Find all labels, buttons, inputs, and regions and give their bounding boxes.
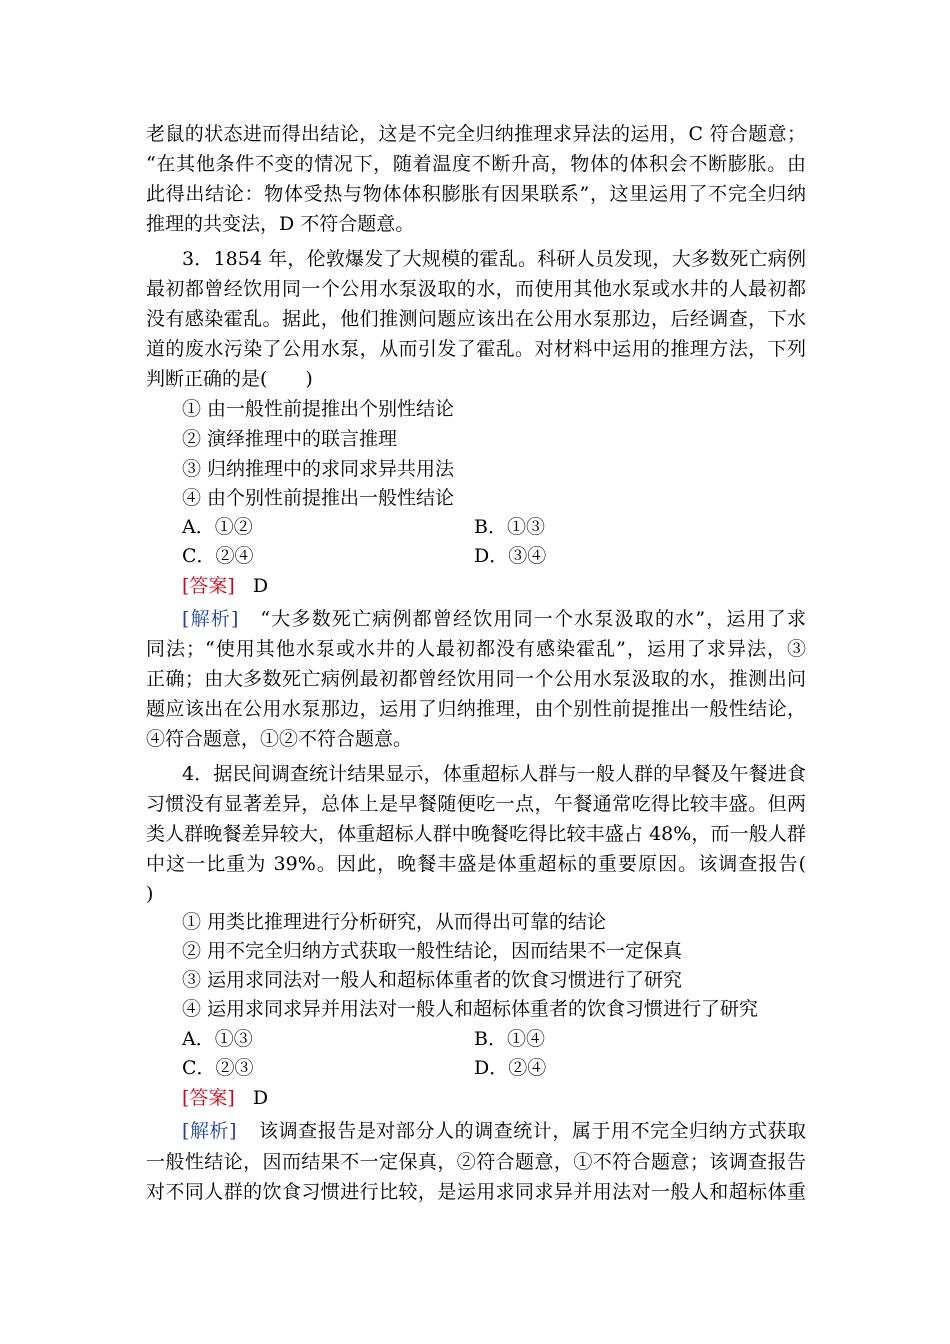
q3-option-a[interactable]: A．①② xyxy=(182,516,253,538)
q4-analysis-line: 对不同人群的饮食习惯进行比较，是运用求同求异并用法对一般人和超标体重 xyxy=(146,1181,806,1203)
analysis-text: “大多数死亡病例都曾经饮用同一个水泵汲取的水”，运用了求 xyxy=(260,608,806,630)
q4-option-b[interactable]: B．①④ xyxy=(474,1028,545,1050)
q4-analysis-first-line xyxy=(182,1117,806,1145)
intro-line: “在其他条件不变的情况下，随着温度不断升高，物体的体积会不断膨胀。由 xyxy=(146,153,806,175)
answer-label: [答案] xyxy=(182,575,235,597)
q3-stem-line: 3．1854 年，伦敦爆发了大规模的霍乱。科研人员发现，大多数死亡病例 xyxy=(182,248,806,270)
q3-answer xyxy=(182,572,268,600)
analysis-text: 该调查报告是对部分人的调查统计，属于用不完全归纳方式获取 xyxy=(258,1120,806,1142)
q3-analysis-line: 同法；“使用其他水泵或水井的人最初都没有感染霍乱”，运用了求异法，③ xyxy=(146,638,806,660)
q4-stem-line: ) xyxy=(146,883,154,905)
q3-statement: ③ 归纳推理中的求同求异共用法 xyxy=(182,458,455,480)
q3-analysis-line: 正确；由大多数死亡病例最初都曾经饮用同一个公用水泵汲取的水，推测出问 xyxy=(146,668,806,690)
q4-option-d[interactable]: D．②④ xyxy=(474,1057,547,1079)
q3-analysis-first-line xyxy=(182,605,806,633)
q4-stem-line: 类人群晚餐差异较大，体重超标人群中晚餐吃得比较丰盛占 48%，而一般人群 xyxy=(146,823,806,845)
answer-value: D xyxy=(252,575,269,597)
q4-option-c[interactable]: C．②③ xyxy=(182,1057,254,1079)
answer-label: [答案] xyxy=(182,1087,235,1109)
q3-option-d[interactable]: D．③④ xyxy=(474,545,547,567)
q3-option-c[interactable]: C．②④ xyxy=(182,545,254,567)
q3-stem-line: 判断正确的是( ) xyxy=(146,368,313,390)
q3-statement: ① 由一般性前提推出个别性结论 xyxy=(182,398,455,420)
q4-answer xyxy=(182,1084,268,1112)
q4-stem-line: 4．据民间调查统计结果显示，体重超标人群与一般人群的早餐及午餐进食 xyxy=(182,763,806,785)
answer-value: D xyxy=(252,1087,269,1109)
q3-statement: ④ 由个别性前提推出一般性结论 xyxy=(182,487,455,509)
q3-stem-line: 没有感染霍乱。据此，他们推测问题应该出在公用水泵那边，后经调查，下水 xyxy=(146,308,806,330)
intro-line: 老鼠的状态进而得出结论，这是不完全归纳推理求异法的运用，C 符合题意； xyxy=(146,123,806,145)
q4-analysis-line: 一般性结论，因而结果不一定保真，②符合题意，①不符合题意；该调查报告 xyxy=(146,1151,806,1173)
q4-option-a[interactable]: A．①③ xyxy=(182,1028,253,1050)
q3-stem-line: 最初都曾经饮用同一个公用水泵汲取的水，而使用其他水泵或水井的人最初都 xyxy=(146,278,806,300)
intro-line: 推理的共变法，D 不符合题意。 xyxy=(146,213,415,235)
intro-line: 此得出结论：物体受热与物体体积膨胀有因果联系”，这里运用了不完全归纳 xyxy=(146,183,806,205)
q3-analysis-line: ④符合题意，①②不符合题意。 xyxy=(146,728,413,750)
q4-stem-line: 习惯没有显著差异，总体上是早餐随便吃一点，午餐通常吃得比较丰盛。但两 xyxy=(146,793,806,815)
q4-statement: ① 用类比推理进行分析研究，从而得出可靠的结论 xyxy=(182,911,607,933)
q4-statement: ② 用不完全归纳方式获取一般性结论，因而结果不一定保真 xyxy=(182,940,683,962)
analysis-label: [解析] xyxy=(182,608,239,630)
q3-analysis-line: 题应该出在公用水泵那边，运用了归纳推理，由个别性前提推出一般性结论， xyxy=(146,698,806,720)
analysis-label: [解析] xyxy=(182,1120,237,1142)
q4-stem-line: 中这一比重为 39%。因此，晚餐丰盛是体重超标的重要原因。该调查报告( xyxy=(146,853,806,875)
q4-statement: ④ 运用求同求异并用法对一般人和超标体重者的饮食习惯进行了研究 xyxy=(182,998,759,1020)
q3-stem-line: 道的废水污染了公用水泵，从而引发了霍乱。对材料中运用的推理方法，下列 xyxy=(146,338,806,360)
q4-statement: ③ 运用求同法对一般人和超标体重者的饮食习惯进行了研究 xyxy=(182,969,683,991)
q3-option-b[interactable]: B．①③ xyxy=(474,516,545,538)
q3-statement: ② 演绎推理中的联言推理 xyxy=(182,428,398,450)
